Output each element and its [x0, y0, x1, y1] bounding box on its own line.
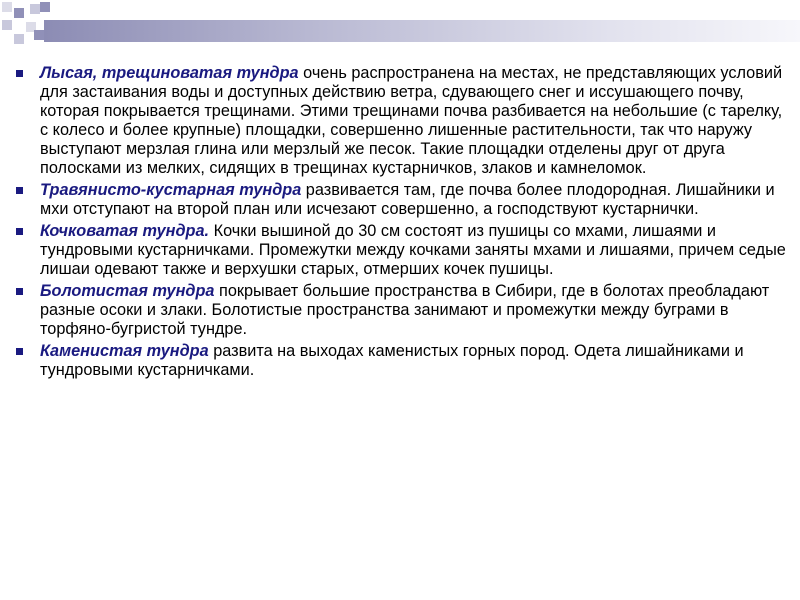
decor-square [30, 4, 40, 14]
decor-square [34, 30, 44, 40]
list-item [14, 342, 792, 380]
decor-square [14, 8, 24, 18]
decor-square [2, 2, 12, 12]
description: развивается там, где почва более плодородная. Лишайники и мхи отступают на второй план или исчезают совершенно, а господствуют кустарнички. [40, 181, 775, 218]
term: Травянисто-кустарная тундра [40, 181, 302, 199]
term: Болотистая тундра [40, 282, 215, 300]
description: очень распространена на местах, не представляющих условий для застаивания воды и доступных действию ветра, сдувающего снег и иссушающего почву, которая покрывается трещинами. Этими трещинами почва разбивается на небольшие (с тарелку, с колесо и более крупные) площадки, совершенно лишенные растительности, так что наружу выступают мерзлая глина или мерзлый же песок. Такие площадки отделены друг от друга полосками из мелких, сидящих в трещинах кустарничков, злаков и камнеломок. [40, 64, 783, 177]
decor-square [2, 20, 12, 30]
decor-square [14, 34, 24, 44]
list-item [14, 282, 792, 339]
square-bullet-icon [16, 187, 23, 194]
term: Кочковатая тундра. [40, 222, 210, 240]
list-item [14, 64, 792, 178]
term: Лысая, трещиноватая тундра [40, 64, 299, 82]
bullet-list [14, 64, 792, 383]
list-item [14, 222, 792, 279]
header-bar [44, 20, 800, 42]
square-bullet-icon [16, 348, 23, 355]
square-bullet-icon [16, 228, 23, 235]
description: покрывает большие пространства в Сибири, где в болотах преобладают разные осоки и злаки. Болотистые пространства занимают и промежутки между буграми в торфяно-бугристой тундре. [40, 282, 770, 338]
square-bullet-icon [16, 288, 23, 295]
description: Кочки вышиной до 30 см состоят из пушицы со мхами, лишаями и тундровыми кустарничками. Промежутки между кочками заняты мхами и лишаями, причем седые лишаи одевают также и верхушки старых, отмерших кочек пушицы. [40, 222, 786, 278]
description: развита на выходах каменистых горных пород. Одета лишайниками и тундровыми кустарничками. [40, 342, 744, 379]
list-item [14, 181, 792, 219]
term: Каменистая тундра [40, 342, 209, 360]
decor-square [40, 2, 50, 12]
square-bullet-icon [16, 70, 23, 77]
